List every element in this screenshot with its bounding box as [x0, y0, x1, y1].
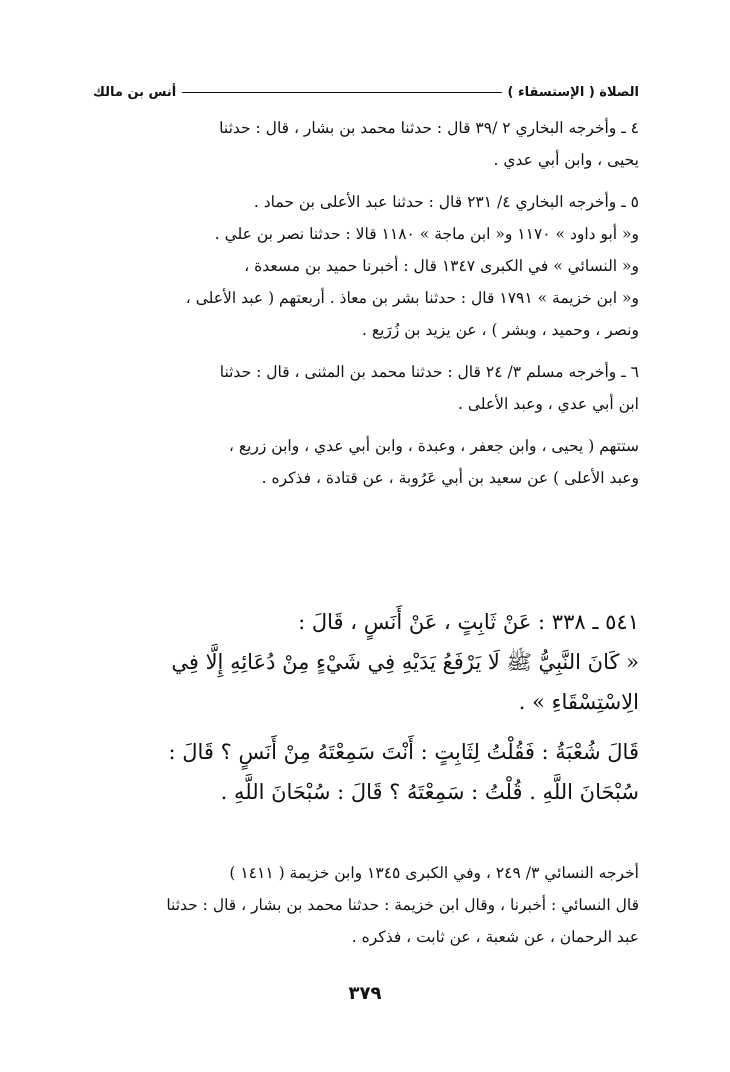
note-line: ستتهم ( يحيى ، وابن جعفر ، وعبدة ، وابن أبي عدي ، وابن زريع ،: [228, 437, 639, 455]
hadith-text: [93, 602, 639, 722]
running-header: [93, 70, 639, 100]
note-summary: [93, 430, 639, 494]
dialogue-line: قَالَ شُعْبَةُ : فَقُلْتُ لِثَابِتٍ : أَنْتَ سَمِعْتَهُ مِنْ أَنَسٍ ؟ قَالَ :: [168, 740, 639, 764]
note-line: يحيى ، وابن أبي عدي .: [493, 151, 639, 169]
takhrij-block: [93, 857, 639, 953]
narrator-title: أنس بن مالك: [93, 85, 177, 100]
chapter-title: الصلاة ( الإستسقاء ): [507, 85, 639, 100]
header-rule: [182, 92, 501, 93]
note-line: ونصر ، وحميد ، وبشر ) ، عن يزيد بن زُرَيع .: [361, 321, 639, 339]
note-line: ابن أبي عدي ، وعبد الأعلى .: [458, 395, 639, 413]
note-line: ٥ ـ وأخرجه البخاري ٤/ ٢٣١ قال : حدثنا عبد الأعلى بن حماد .: [253, 193, 639, 211]
dialogue-line: سُبْحَانَ اللَّهِ . قُلْتُ : سَمِعْتَهُ ؟ قَالَ : سُبْحَانَ اللَّهِ .: [220, 780, 639, 804]
takhrij-line: أخرجه النسائي ٣/ ٢٤٩ ، وفي الكبرى ١٣٤٥ وابن خزيمة ( ١٤١١ ): [229, 864, 639, 882]
hadith-line: « كَانَ النَّبِيُّ ﷺ لَا يَرْفَعُ يَدَيْهِ فِي شَيْءٍ مِنْ دُعَائِهِ إِلَّا فِي: [171, 650, 639, 674]
page-number: ٣٧٩: [348, 983, 382, 1004]
note-line: و« النسائي » في الكبرى ١٣٤٧ قال : أخبرنا حميد بن مسعدة ،: [244, 257, 639, 275]
takhrij-line: قال النسائي : أخبرنا ، وقال ابن خزيمة : حدثنا محمد بن بشار ، قال : حدثنا: [166, 896, 639, 914]
takhrij-line: عبد الرحمان ، عن شعبة ، عن ثابت ، فذكره .: [351, 928, 639, 946]
hadith-line: ٥٤١ ـ ٣٣٨ : عَنْ ثَابِتٍ ، عَنْ أَنَسٍ ، قَالَ :: [298, 610, 639, 634]
note-line: و« أبو داود » ١١٧٠ و« ابن ماجة » ١١٨٠ قالا : حدثنا نصر بن علي .: [214, 225, 639, 243]
note-line: ٤ ـ وأخرجه البخاري ٢ /٣٩ قال : حدثنا محمد بن بشار ، قال : حدثنا: [219, 119, 639, 137]
note-line: ٦ ـ وأخرجه مسلم ٣/ ٢٤ قال : حدثنا محمد بن المثنى ، قال : حدثنا: [219, 363, 639, 381]
note-6: [93, 356, 639, 420]
hadith-dialogue: [93, 732, 639, 812]
note-4: [93, 112, 639, 176]
note-line: وعبد الأعلى ) عن سعيد بن أبي عَرُوبة ، عن قتادة ، فذكره .: [261, 469, 639, 487]
note-5: [93, 186, 639, 346]
footnotes-block: [93, 112, 639, 494]
note-line: و« ابن خزيمة » ١٧٩١ قال : حدثنا بشر بن معاذ . أربعتهم ( عبد الأعلى ،: [185, 289, 639, 307]
hadith-line: الِاسْتِسْقَاءِ » .: [518, 690, 639, 714]
